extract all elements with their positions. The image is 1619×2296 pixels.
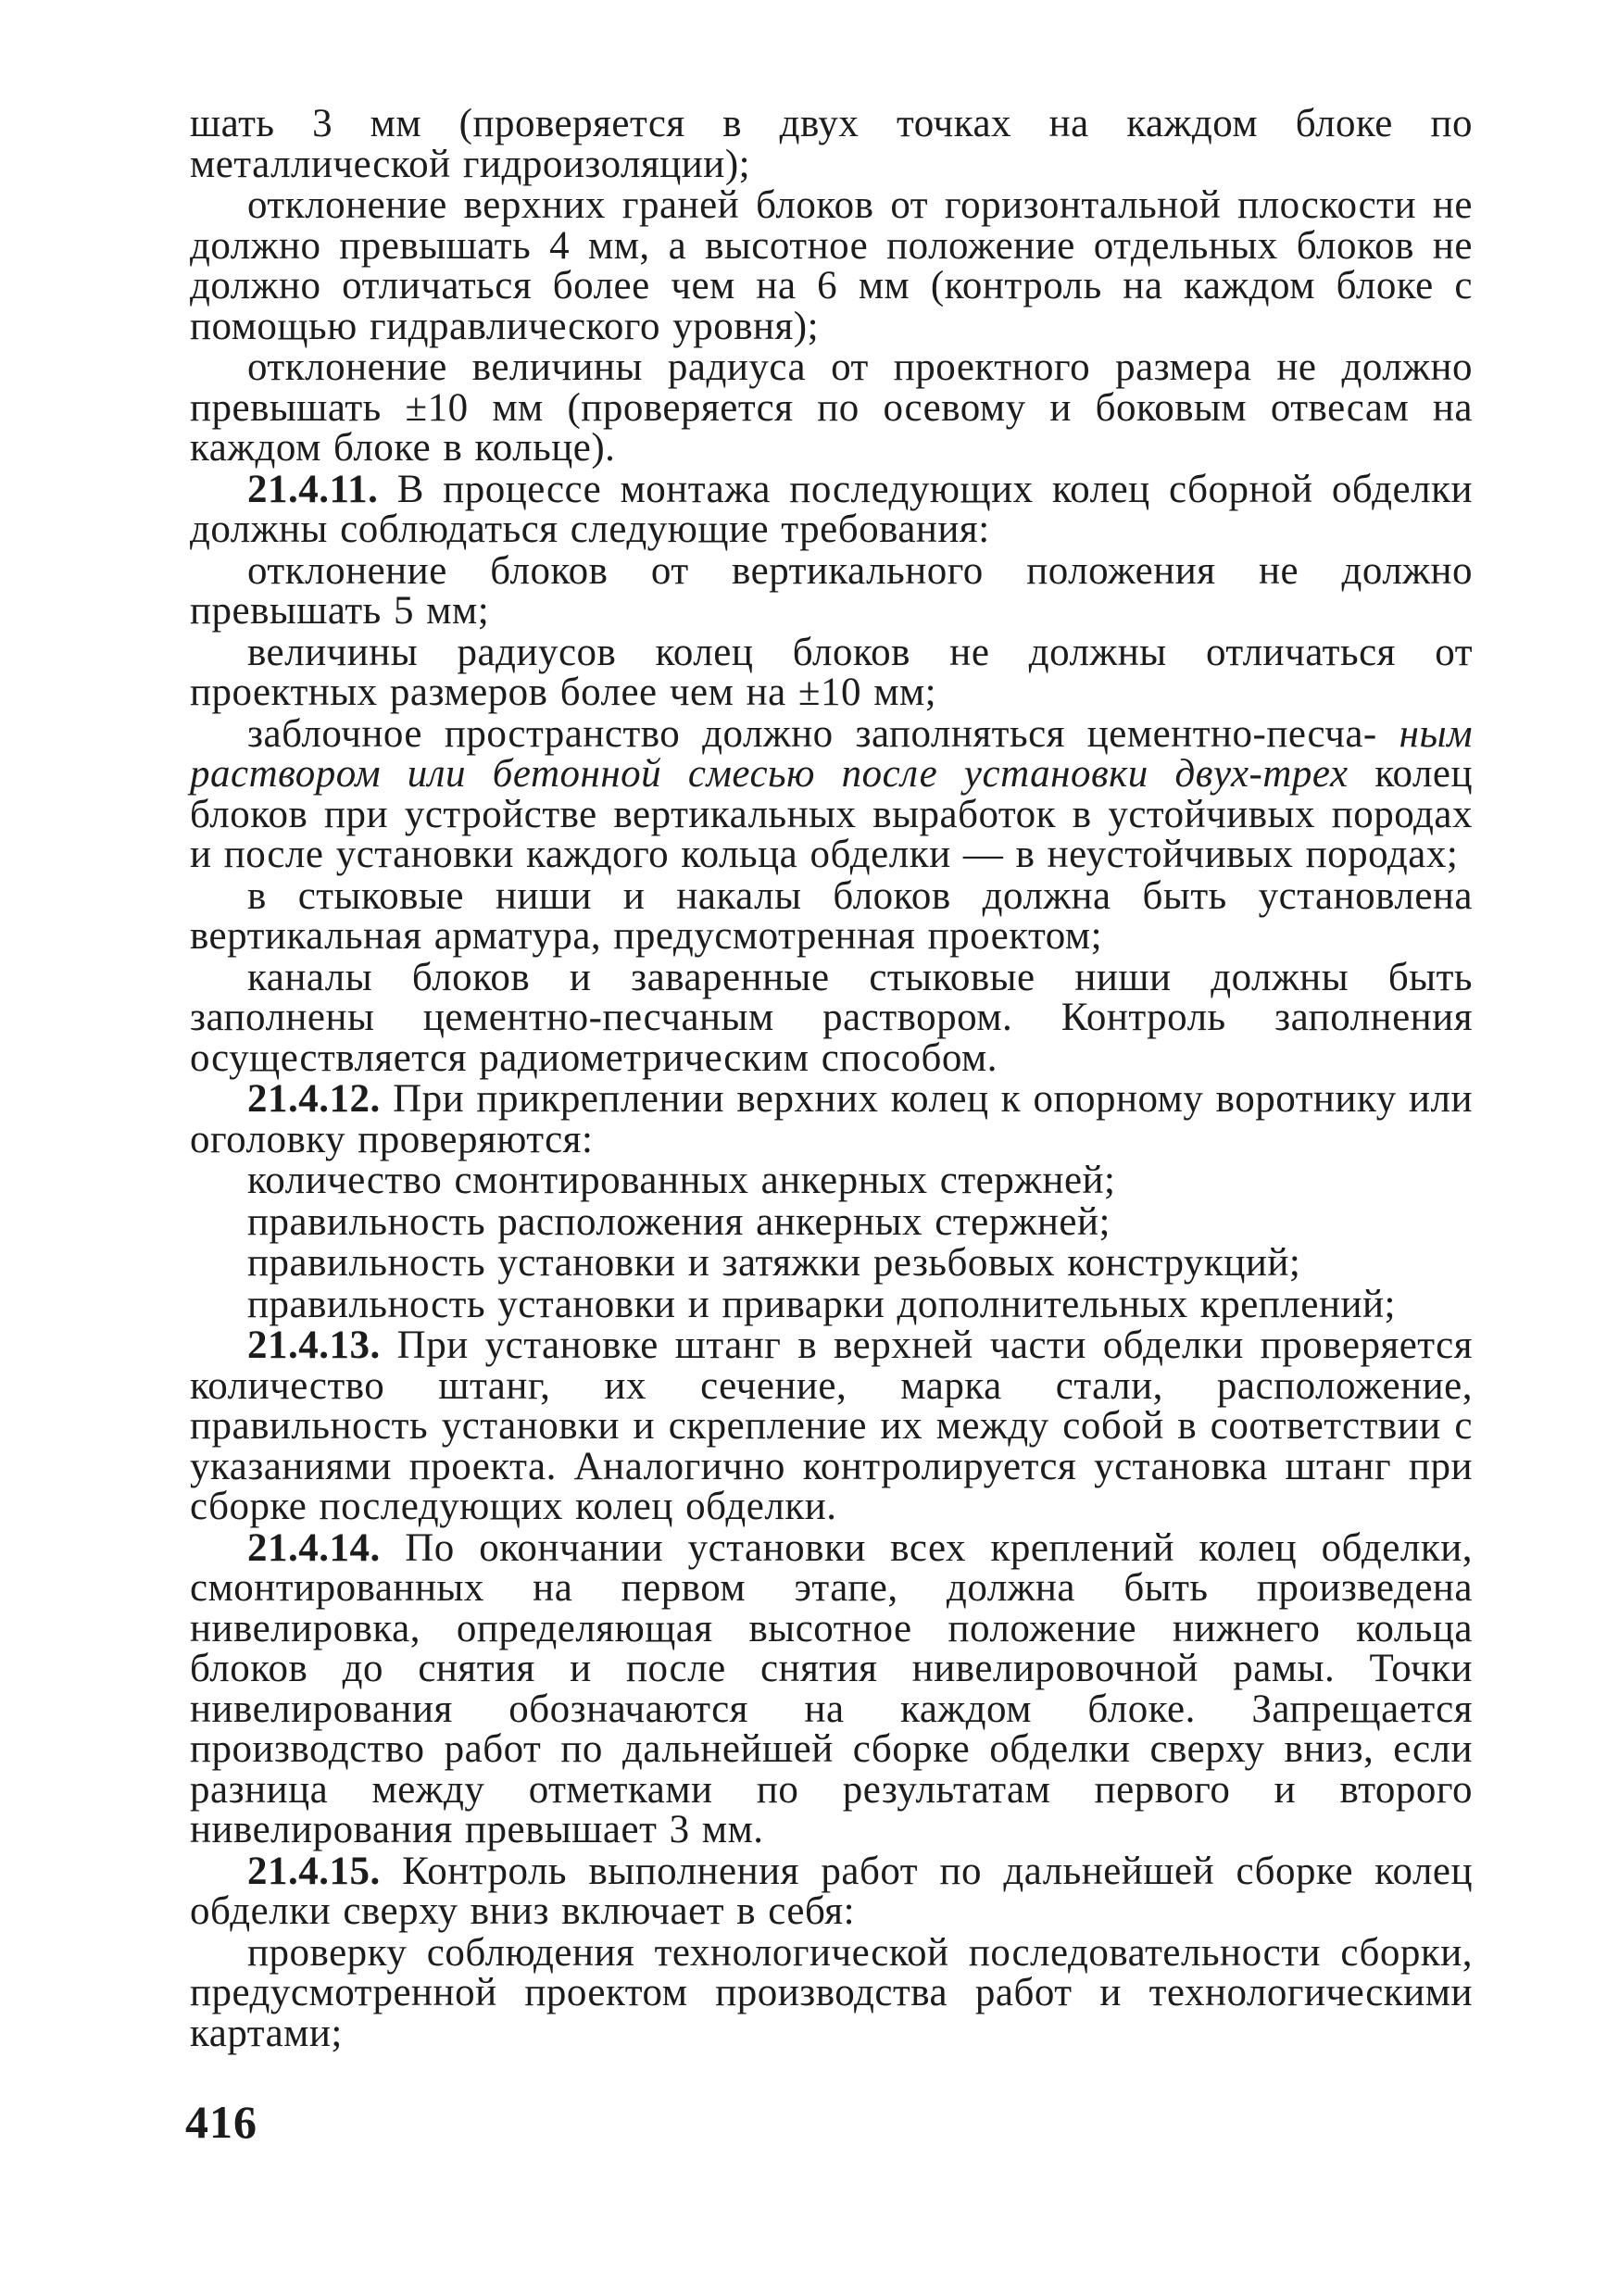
paragraph: правильность установки и приварки дополнительных креплений; [247,1282,1396,1326]
section-paragraph: 21.4.15. Контроль выполнения работ по дальнейшей сборке колец обделки сверху вниз включает в себя: [190,1849,1474,1933]
paragraph: величины радиусов колец блоков не должны отличаться от проектных размеров более чем на ±10 мм; [190,630,1473,714]
section-number: 21.4.11. [247,467,379,511]
paragraph: отклонение величины радиуса от проектного размера не должно превышать ±10 мм (проверяется по осевому и боковым отвесам на каждом блоке в кольце). [190,345,1473,470]
paragraph: правильность расположения анкерных стержней; [247,1199,1111,1244]
paragraph: заблочное пространство должно заполняться цементно-песча- ным раствором или бетонной смесью после установки двух-трех колец блоков при устройстве вертикальных выработок в устойчивых породах и после установки каждого кольца обделки — в неустойчивых породах; [190,711,1474,876]
paragraph: правильность установки и затяжки резьбовых конструкций; [247,1241,1301,1285]
section-number: 21.4.12. [247,1077,381,1121]
paragraph: количество смонтированных анкерных стержней; [247,1159,1116,1202]
section-paragraph: 21.4.14. По окончании установки всех креплений колец обделки, смонтированных на первом этапе, должна быть произведена нивелировка, определяющая высотное положение нижнего кольца блоков до снятия и после снятия нивелировочной рамы. Точки нивелирования обозначаются на каждом блоке. Запрещается производство работ по дальнейшей сборке обделки сверху вниз, если разница между отметками по результатам первого и второго нивелирования превышает 3 мм. [190,1525,1473,1851]
section-number: 21.4.15. [247,1849,381,1893]
section-paragraph: 21.4.13. При установке штанг в верхней части обделки проверяется количество штанг, их сечение, марка стали, расположение, правильность установки и скрепление их между собой в соответствии с указаниями проекта. Аналогично контролируется установка штанг при сборке последующих колец обделки. [190,1324,1473,1528]
page-text [190,104,1473,2054]
section-paragraph: 21.4.11. В процессе монтажа последующих колец сборной обделки должны соблюдаться следующие требования: [190,467,1474,551]
section-number: 21.4.14. [247,1525,381,1570]
section-paragraph: 21.4.12. При прикреплении верхних колец к опорному воротнику или оголовку проверяются: [190,1077,1474,1161]
paragraph: отклонение верхних граней блоков от горизонтальной плоскости не должно превышать 4 мм, а высотное положение отдельных блоков не должно отличаться более чем на 6 мм (контроль на каждом блоке с помощью гидравлического уровня); [190,183,1473,348]
paragraph: каналы блоков и заваренные стыковые ниши должны быть заполнены цементно-песчаным раствором. Контроль заполнения осуществляется радиометрическим способом. [190,955,1473,1080]
page-number: 416 [185,2096,257,2148]
paragraph: проверку соблюдения технологической последовательности сборки, предусмотренной проектом производства работ и технологическими картами; [190,1930,1473,2055]
italic-fragment: ным раствором или бетонной смесью после установки двух-трех [190,711,1474,796]
paragraph: отклонение блоков от вертикального положения не должно превышать 5 мм; [190,548,1473,633]
paragraph: шать 3 мм (проверяется в двух точках на каждом блоке по металлической гидроизоляции); [190,102,1473,186]
paragraph: в стыковые ниши и накалы блоков должна быть установлена вертикальная арматура, предусмотренная проектом; [190,873,1473,958]
section-number: 21.4.13. [247,1324,381,1367]
